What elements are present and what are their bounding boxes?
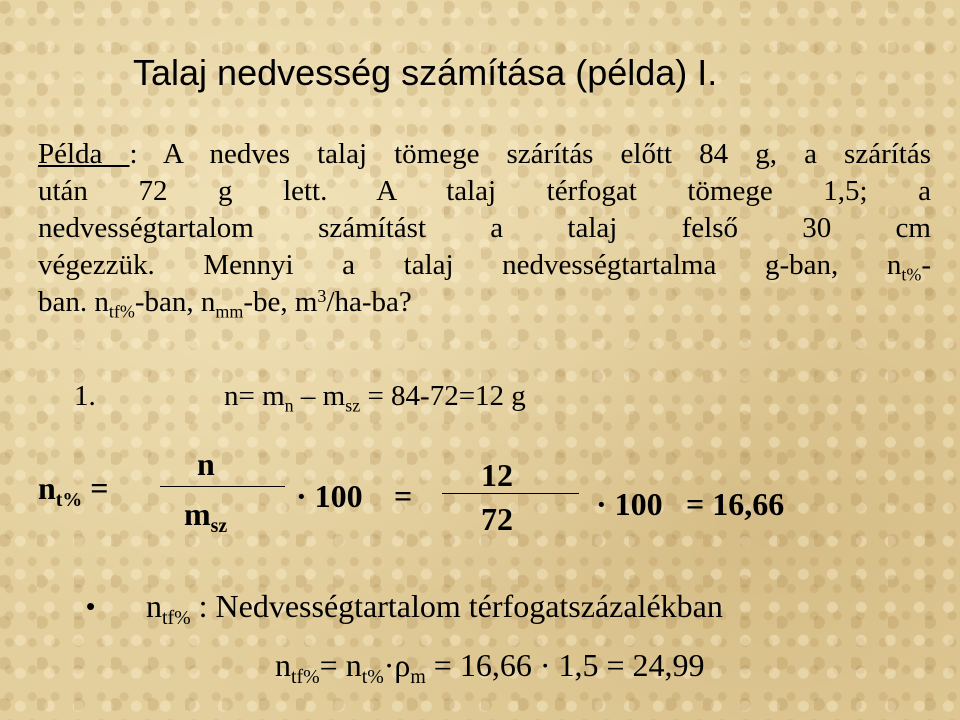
problem-line-2: után 72 g lett. A talaj térfogat tömege 1,5; a [38,175,931,207]
fraction-1-denominator: $m_{sz}$ [184,496,228,537]
step-1-equation: 1. $n= m_n - m_{sz} = 84-72=12$ g [74,380,526,416]
multiply-100-2: · 100 [596,486,663,522]
fraction-2-bar [442,493,579,494]
problem-statement [38,136,931,321]
formula-lhs: $n_{t\%}$ = [38,470,109,511]
bullet-icon: • [86,591,96,621]
problem-line-3: nedvességtartalom számítást a talaj felső 30 cm [38,212,931,244]
fraction-2-denominator: 72 [481,501,513,537]
definition-line: $n_{tf\%}$ : Nedvességtartalom térfogatszázalékban [146,588,723,629]
final-equation: $n_{tf\%}= n_{t\%}\cdot\rho_m = 16,66 \cdot 1,5 = 24,99$ [275,647,705,688]
example-label: Példa [38,138,130,170]
step-number: 1. [74,380,96,412]
fraction-2-numerator: 12 [481,457,513,493]
fraction-1-numerator: n [197,446,215,482]
equals-2: = [394,478,413,514]
multiply-100-1: · 100 [296,478,363,514]
fraction-1-bar [160,486,285,487]
formula-result: = 16,66 [686,486,785,522]
problem-line-1: Példa : A nedves talaj tömege szárítás előtt 84 g, a szárítás [38,138,931,170]
slide-title: Talaj nedvesség számítása (példa) I. [133,52,718,93]
problem-line-5: ban. $n_{tf\%}$-ban, $n_{mm}-be$, $m^3/ha-ba$? [38,286,412,322]
problem-line-4: végezzük. Mennyi a talaj nedvességtartalma g-ban, $n_{t\%}-$ [38,249,931,285]
